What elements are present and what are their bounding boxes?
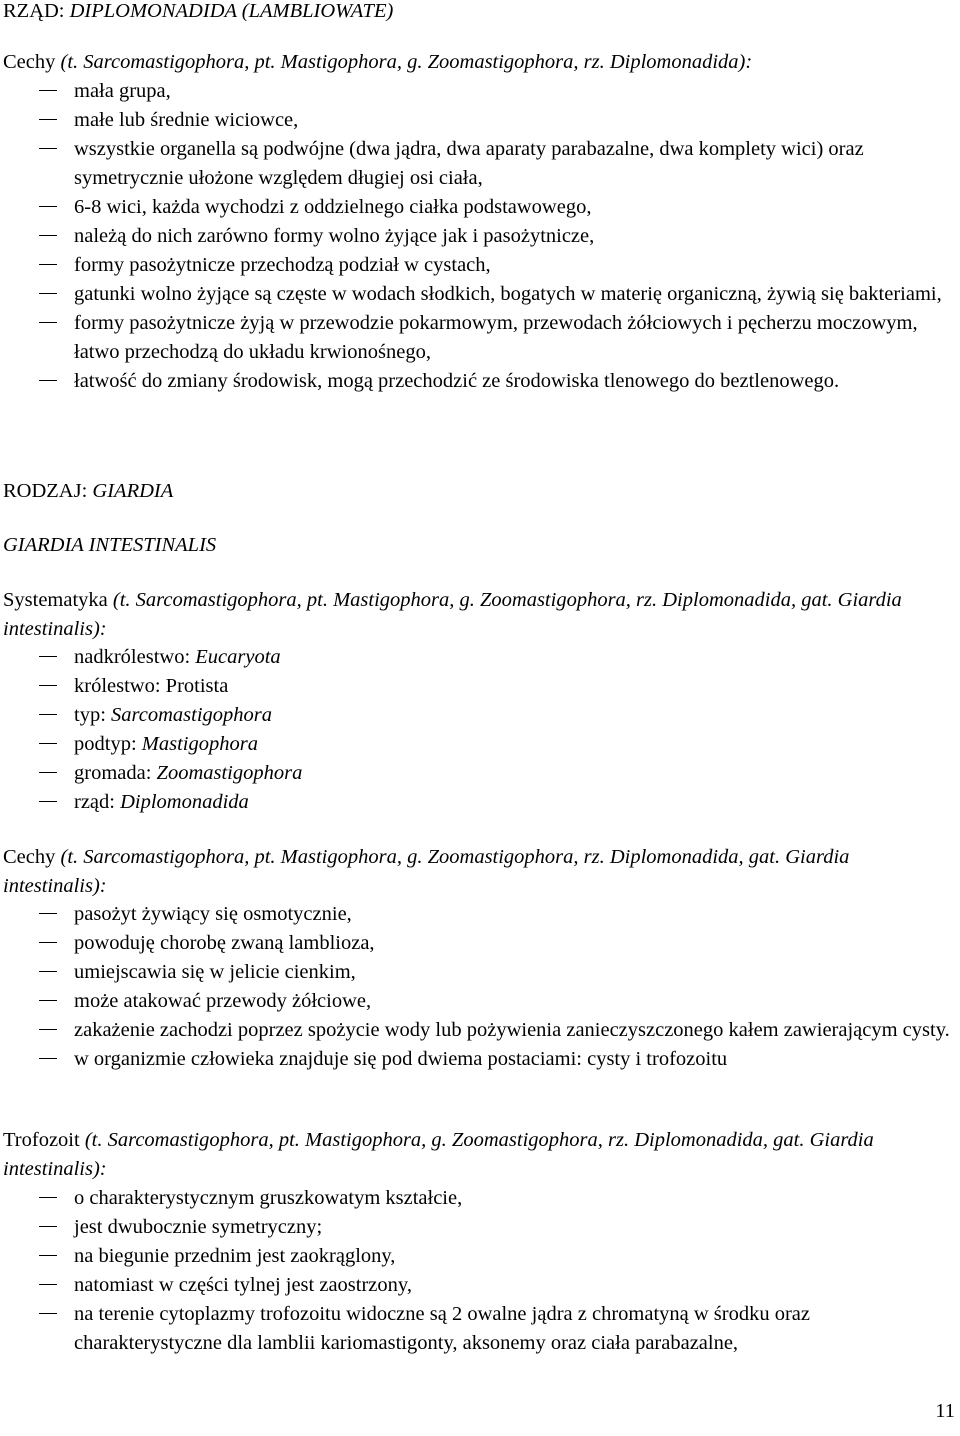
list-item: małe lub średnie wiciowce,	[3, 106, 955, 135]
dash-bullet-icon	[39, 293, 57, 294]
list-item: formy pasożytnicze żyją w przewodzie pokarmowym, przewodach żółciowych i pęcherzu moczowym, łatwo przechodzą do układu krwionośnego,	[3, 309, 955, 367]
order-heading: RZĄD: DIPLOMONADIDA (LAMBLIOWATE)	[3, 0, 394, 22]
list-item: natomiast w części tylnej jest zaostrzony,	[3, 1271, 955, 1300]
list-item: powoduję chorobę zwaną lamblioza,	[3, 929, 955, 958]
list-item: może atakować przewody żółciowe,	[3, 987, 955, 1016]
dash-bullet-icon	[39, 380, 57, 381]
trofozoit-heading: Trofozoit (t. Sarcomastigophora, pt. Mastigophora, g. Zoomastigophora, rz. Diplomonadida, gat. Giardia intestinalis):	[3, 1129, 874, 1180]
dash-bullet-icon	[39, 1255, 57, 1256]
dash-bullet-icon	[39, 90, 57, 91]
dash-bullet-icon	[39, 685, 57, 686]
trofozoit-list	[3, 1184, 955, 1358]
dash-bullet-icon	[39, 1226, 57, 1227]
list-item: o charakterystycznym gruszkowatym kształcie,	[3, 1184, 955, 1213]
list-item: typ: Sarcomastigophora	[3, 701, 955, 730]
dash-bullet-icon	[39, 801, 57, 802]
list-item: łatwość do zmiany środowisk, mogą przechodzić ze środowiska tlenowego do beztlenowego.	[3, 367, 955, 396]
dash-bullet-icon	[39, 1197, 57, 1198]
list-item: królestwo: Protista	[3, 672, 955, 701]
cechy-list	[3, 77, 955, 396]
list-item: gromada: Zoomastigophora	[3, 759, 955, 788]
systematyka-heading: Systematyka (t. Sarcomastigophora, pt. Mastigophora, g. Zoomastigophora, rz. Diplomonadida, gat. Giardia intestinalis):	[3, 589, 902, 640]
dash-bullet-icon	[39, 1000, 57, 1001]
dash-bullet-icon	[39, 322, 57, 323]
list-item: zakażenie zachodzi poprzez spożycie wody lub pożywienia zanieczyszczonego kałem zawierającym cysty.	[3, 1016, 955, 1045]
dash-bullet-icon	[39, 206, 57, 207]
list-item: formy pasożytnicze przechodzą podział w cystach,	[3, 251, 955, 280]
dash-bullet-icon	[39, 743, 57, 744]
dash-bullet-icon	[39, 656, 57, 657]
cechy-heading: Cechy (t. Sarcomastigophora, pt. Mastigophora, g. Zoomastigophora, rz. Diplomonadida):	[3, 51, 753, 73]
list-item: jest dwubocznie symetryczny;	[3, 1213, 955, 1242]
cechy-giardia-list	[3, 900, 955, 1074]
list-item: należą do nich zarówno formy wolno żyjące jak i pasożytnicze,	[3, 222, 955, 251]
dash-bullet-icon	[39, 235, 57, 236]
list-item: pasożyt żywiący się osmotycznie,	[3, 900, 955, 929]
dash-bullet-icon	[39, 1058, 57, 1059]
dash-bullet-icon	[39, 1029, 57, 1030]
list-item: rząd: Diplomonadida	[3, 788, 955, 817]
dash-bullet-icon	[39, 148, 57, 149]
dash-bullet-icon	[39, 913, 57, 914]
list-item: wszystkie organella są podwójne (dwa jądra, dwa aparaty parabazalne, dwa komplety wici) oraz symetrycznie ułożone względem długiej osi ciała,	[3, 135, 955, 193]
list-item: umiejscawia się w jelicie cienkim,	[3, 958, 955, 987]
dash-bullet-icon	[39, 264, 57, 265]
dash-bullet-icon	[39, 1284, 57, 1285]
dash-bullet-icon	[39, 942, 57, 943]
dash-bullet-icon	[39, 1313, 57, 1314]
list-item: mała grupa,	[3, 77, 955, 106]
dash-bullet-icon	[39, 971, 57, 972]
list-item: 6-8 wici, każda wychodzi z oddzielnego ciałka podstawowego,	[3, 193, 955, 222]
dash-bullet-icon	[39, 119, 57, 120]
list-item: gatunki wolno żyjące są częste w wodach słodkich, bogatych w materię organiczną, żywią się bakteriami,	[3, 280, 955, 309]
cechy-giardia-heading: Cechy (t. Sarcomastigophora, pt. Mastigophora, g. Zoomastigophora, rz. Diplomonadida, gat. Giardia intestinalis):	[3, 846, 850, 897]
list-item: w organizmie człowieka znajduje się pod dwiema postaciami: cysty i trofozoitu	[3, 1045, 955, 1074]
species-heading: GIARDIA INTESTINALIS	[3, 534, 217, 556]
list-item: nadkrólestwo: Eucaryota	[3, 643, 955, 672]
list-item: na biegunie przednim jest zaokrąglony,	[3, 1242, 955, 1271]
dash-bullet-icon	[39, 772, 57, 773]
systematyka-list	[3, 643, 955, 817]
list-item: na terenie cytoplazmy trofozoitu widoczne są 2 owalne jądra z chromatyną w środku oraz charakterystyczne dla lamblii kariomastigonty, aksonemy oraz ciała parabazalne,	[3, 1300, 955, 1358]
page-number: 11	[935, 1400, 955, 1422]
genus-heading: RODZAJ: GIARDIA	[3, 480, 174, 502]
dash-bullet-icon	[39, 714, 57, 715]
list-item: podtyp: Mastigophora	[3, 730, 955, 759]
